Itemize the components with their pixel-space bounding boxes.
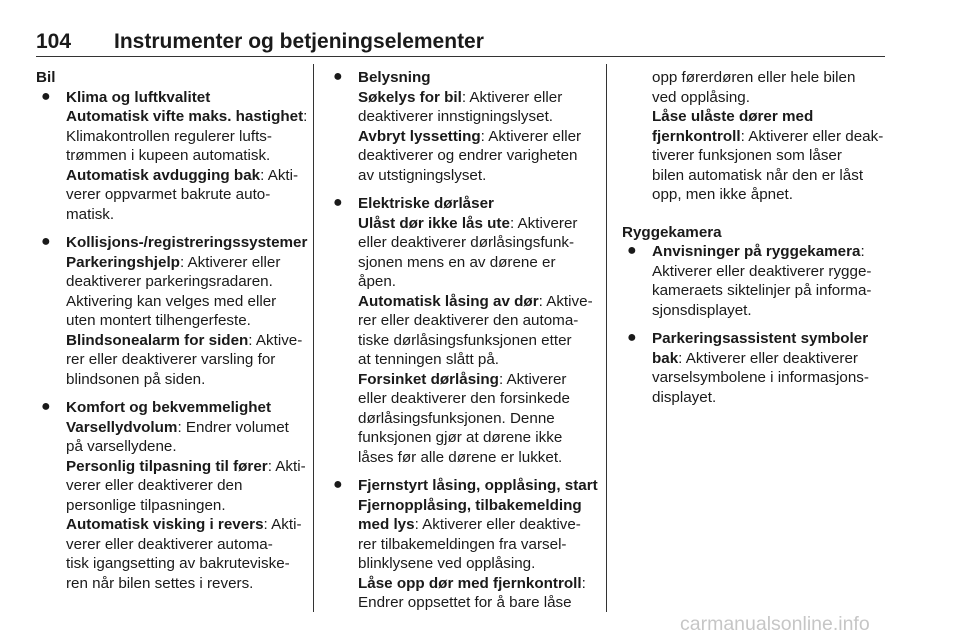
setting-label: Varsellydvolum: [66, 418, 178, 436]
column-divider-2: [606, 64, 607, 612]
setting-label: Søkelys for bil: [358, 88, 462, 106]
list-item: [328, 476, 600, 613]
setting-entry: Fjernopplåsing, tilbakemelding med lys: Aktiverer eller deaktive- rer tilbakemeldingen fra varsel- blinklysene ved opplåsing.: [358, 496, 582, 572]
list-item: [328, 194, 600, 467]
setting-label: Låse opp dør med fjernkontroll: [358, 574, 582, 592]
bullet-icon: ●: [41, 87, 51, 105]
bullet-icon: ●: [627, 329, 637, 346]
list-item: [622, 242, 894, 320]
continued-text: [622, 68, 894, 205]
bullet-icon: ●: [41, 233, 51, 250]
setting-label: Automatisk låsing av dør: [358, 292, 539, 310]
setting-entry: Automatisk visking i revers: Akti- verer eller deaktiverer automa- tisk igangsetting av bakruteviske- ren når bilen settes i revers.: [66, 516, 302, 592]
setting-label: Låse ulåste dører med fjernkontroll: [652, 108, 814, 145]
header-rule: [36, 56, 885, 57]
bullet-icon: ●: [333, 194, 343, 211]
setting-label: Parkeringshjelp: [66, 253, 180, 271]
bullet-icon: ●: [41, 398, 51, 415]
setting-entry: Automatisk vifte maks. hastighet: Klimakontrollen regulerer lufts- trømmen i kupeen automatisk.: [66, 108, 308, 164]
setting-label: Anvisninger på ryggekamera: [652, 243, 861, 260]
column-2: [328, 68, 600, 622]
page-number: 104: [36, 30, 72, 53]
watermark: carmanualsonline.info: [680, 613, 870, 635]
column-3: [622, 68, 894, 416]
setting-label: Blindsonealarm for siden: [66, 331, 249, 349]
setting-entry: Avbryt lyssetting: Aktiverer eller deaktiverer og endrer varigheten av utstigningslyset.: [358, 127, 582, 184]
column-divider-1: [313, 64, 314, 612]
section-heading: Bil: [36, 69, 56, 86]
setting-entry: Låse ulåste dører med fjernkontroll: Aktiverer eller deak- tiverer funksjonen som låser bilen automatisk når den er låst opp, men ikke åpnet.: [652, 108, 884, 203]
setting-entry: Parkeringshjelp: Aktiverer eller deaktiverer parkeringsradaren. Aktivering kan velges med eller uten montert tilhengerfeste.: [66, 253, 281, 329]
setting-label: Avbryt lyssetting: [358, 127, 481, 145]
setting-entry: Ulåst dør ikke lås ute: Aktiverer eller deaktiverer dørlåsingsfunk- sjonen mens en av dørene er åpen.: [358, 214, 578, 290]
setting-label: Parkeringsassistent symboler bak: [652, 330, 869, 367]
setting-label: Fjernopplåsing, tilbakemelding med lys: [358, 496, 582, 533]
bullet-icon: ●: [627, 242, 637, 259]
setting-entry: Blindsonealarm for siden: Aktive- rer eller deaktiverer varsling for blindsonen på siden.: [66, 331, 303, 388]
bullet-icon: ●: [333, 68, 343, 85]
setting-entry: Varsellydvolum: Endrer volumet på varsellydene.: [66, 418, 289, 455]
item-title: Kollisjons-/registreringssystemer: [66, 234, 308, 251]
setting-label: Automatisk vifte maks. hastighet: [66, 108, 304, 125]
list-item: [36, 88, 308, 225]
page-title: Instrumenter og betjeningselementer: [114, 30, 484, 53]
setting-entry: Automatisk avdugging bak: Akti- verer oppvarmet bakrute auto- matisk.: [66, 166, 299, 223]
setting-entry: Søkelys for bil: Aktiverer eller deaktiverer innstigningslyset.: [358, 88, 563, 125]
setting-entry: Automatisk låsing av dør: Aktive- rer eller deaktiverer den automa- tiske dørlåsingsfunksjonen etter at tenningen slått på.: [358, 292, 593, 368]
list-item: [36, 398, 308, 593]
continuation-text: opp førerdøren eller hele bilen ved opplåsing.: [652, 69, 856, 106]
setting-label: Ulåst dør ikke lås ute: [358, 214, 510, 232]
item-title: Komfort og bekvemmelighet: [66, 399, 272, 416]
setting-entry: Låse opp dør med fjernkontroll: Endrer oppsettet for å bare låse: [358, 574, 586, 611]
page-header: [36, 30, 886, 56]
item-title: Fjernstyrt låsing, opplåsing, start: [358, 477, 598, 494]
setting-label: Automatisk visking i revers: [66, 516, 264, 533]
item-title: Klima og luftkvalitet: [66, 88, 211, 106]
setting-label: Forsinket dørlåsing: [358, 370, 499, 388]
setting-entry: Personlig tilpasning til fører: Akti- verer eller deaktiverer den personlige tilpasningen.: [66, 457, 306, 514]
item-title: Belysning: [358, 69, 431, 86]
setting-entry: Anvisninger på ryggekamera: Aktiverer eller deaktiverer rygge- kameraets siktelinjer på informa- sjonsdisplayet.: [652, 243, 872, 319]
item-title: Elektriske dørlåser: [358, 195, 494, 212]
list-item: [36, 233, 308, 389]
list-item: [328, 68, 600, 185]
setting-label: Personlig tilpasning til fører: [66, 457, 268, 475]
bullet-icon: ●: [333, 476, 343, 493]
list-item: [622, 329, 894, 407]
setting-entry: Parkeringsassistent symboler bak: Aktiverer eller deaktiverer varselsymbolene i informasjons- displayet.: [652, 330, 869, 406]
setting-entry: Forsinket dørlåsing: Aktiverer eller deaktiverer den forsinkede dørlåsingsfunksjonen. Denne funksjonen gjør at dørene ikke låses før alle dørene er lukket.: [358, 370, 570, 466]
setting-label: Automatisk avdugging bak: [66, 166, 261, 184]
column-1: [36, 68, 308, 602]
section-heading: Ryggekamera: [622, 223, 722, 241]
